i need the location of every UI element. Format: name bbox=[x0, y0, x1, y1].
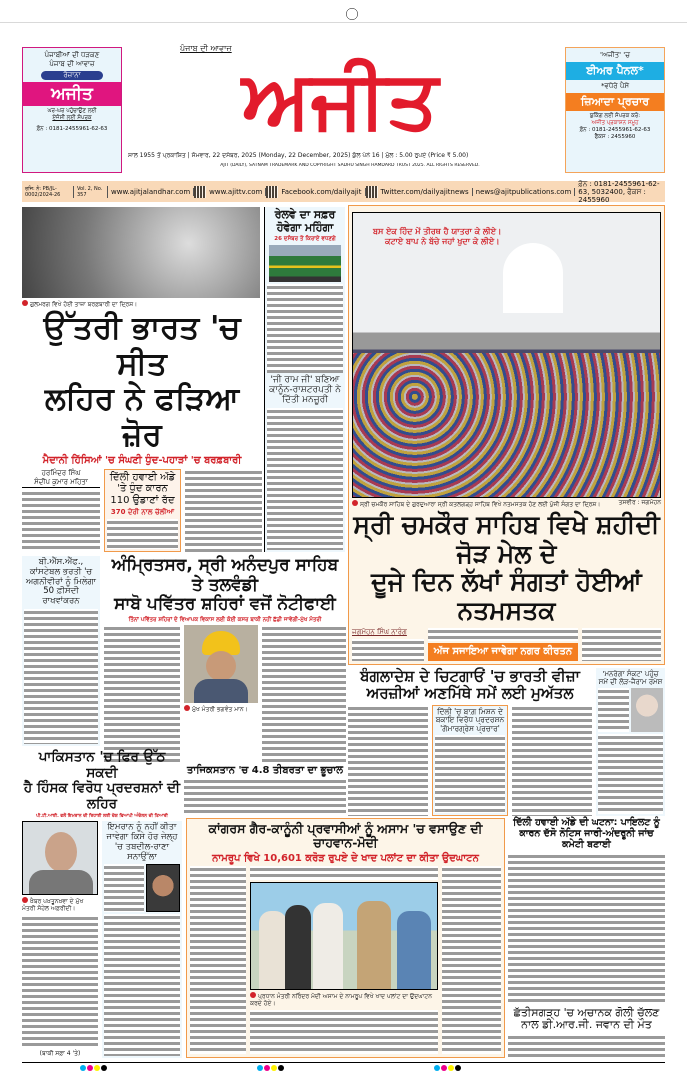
website-link[interactable]: www.ajitjalandhar.com bbox=[108, 188, 194, 196]
right-bottom-stories bbox=[508, 818, 665, 1058]
left-ad-box bbox=[22, 47, 122, 173]
ad-phone: ਫ਼ੋਨ : 0181-2455961-62-63 bbox=[579, 127, 651, 133]
headline-line: ਉੱਤਰੀ ਭਾਰਤ 'ਚ ਸੀਤ bbox=[43, 309, 241, 382]
body-text bbox=[435, 735, 505, 813]
color-bar bbox=[22, 1062, 665, 1063]
body-text bbox=[22, 915, 98, 1048]
ad-line: ਪੰਜਾਬ ਦੀ ਆਵਾਜ਼ bbox=[49, 60, 95, 68]
ad-logo: ਅਜੀਤ bbox=[23, 82, 121, 106]
column bbox=[250, 866, 438, 1054]
quote-line: ਬਸ ਏਕ ਹਿੰਦ ਮੇਂ ਤੀਰਥ ਹੈ ਯਾਤਰਾ ਕੇ ਲੀਏ। bbox=[373, 227, 502, 236]
headline-line: ਅੰਮ੍ਰਿਤਸਰ, ਸ੍ਰੀ ਅਨੰਦਪੁਰ ਸਾਹਿਬ ਤੇ ਤਲਵੰਡੀ bbox=[111, 555, 339, 595]
photo-caption bbox=[352, 500, 661, 509]
continued-note: (ਬਾਕੀ ਸਫ਼ਾ 4 'ਤੇ) bbox=[39, 1050, 81, 1057]
box-headline: 'ਮਨਰੇਗਾ ਸੰਕਟ' ਪਹੁੰਚ ਸਮੇਂ ਦੀ ਲੋੜ-ਜੈਰਾਮ ਰਮੇਸ਼ bbox=[598, 670, 663, 687]
body-text bbox=[24, 609, 98, 744]
qr-code-icon bbox=[266, 186, 278, 198]
body-text bbox=[582, 628, 661, 661]
subheadline: ਤਿੰਨਾਂ ਪਵਿੱਤਰ ਸ਼ਹਿਰਾਂ ਦੇ ਵਿਆਪਕ ਵਿਕਾਸ ਲਈ ਕੋਈ ਕਸਰ ਬਾਕੀ ਨਹੀਂ ਛੱਡੀ ਜਾਵੇਗੀ-ਮੁੱਖ ਮੰਤਰੀ bbox=[128, 616, 322, 623]
headline-cold-wave bbox=[22, 311, 262, 454]
ad-orange: ਜ਼ਿਆਦਾ ਪ੍ਰਚਾਰ bbox=[566, 93, 664, 111]
byline bbox=[22, 469, 100, 488]
railway-headline: ਰੇਲਵੇ ਦਾ ਸਫ਼ਰ ਹੋਵੇਗਾ ਮਹਿੰਗਾ bbox=[274, 208, 336, 234]
headline-tajik-quake: ਤਾਜਿਕਸਤਾਨ 'ਚ 4.8 ਤੀਬਰਤਾ ਦਾ ਭੂਚਾਲ bbox=[186, 764, 343, 776]
gram-headline: 'ਜੀ ਰਾਮ ਜੀ' ਬਣਿਆ ਕਾਨੂੰਨ-ਰਾਸ਼ਟਰਪਤੀ ਨੇ ਦਿੱਤੀ ਮਨਜ਼ੂਰੀ bbox=[269, 374, 341, 406]
box-headline: ਇਮਰਾਨ ਨੂੰ ਨਹੀਂ ਕੀਤਾ ਜਾਵੇਗਾ ਕਿਸੇ ਹੋਰ ਜੇਲ੍ਹ 'ਚ ਤਬਦੀਲ-ਰਾਣਾ ਸਨਾਉੱਲਾ bbox=[106, 822, 178, 862]
subheadline: ਪੀ.ਟੀ.ਆਈ. ਵਲੋਂ ਇਮਰਾਨ ਦੀ ਰਿਹਾਈ ਲਈ ਦੇਸ਼ ਵਿਆਪੀ ਅੰਦੋਲਨ ਦੀ ਤਿਆਰੀ bbox=[36, 814, 168, 820]
ad-pill: ਰੋਜ਼ਾਨਾ bbox=[41, 71, 103, 80]
byline: ਜਗਮੋਹਨ ਸਿੰਘ ਨਾਰੰਗ bbox=[352, 627, 407, 636]
tv-link[interactable]: www.ajittv.com bbox=[206, 188, 266, 196]
pakistan-columns bbox=[22, 821, 182, 1058]
subheadline: ਨਾਮਰੂਪ ਵਿਖੇ 10,601 ਕਰੋੜ ਰੁਪਏ ਦੇ ਖਾਦ ਪਲਾਂਟ ਦਾ ਕੀਤਾ ਉਦਘਾਟਨ bbox=[212, 852, 479, 864]
column bbox=[22, 821, 98, 1058]
headline-chamkaur bbox=[352, 511, 661, 626]
body-text bbox=[22, 490, 100, 552]
tagline: ਪੰਜਾਬ ਦੀ ਆਵਾਜ਼ bbox=[180, 44, 232, 53]
headline-line: ਬੰਗਲਾਦੇਸ਼ ਦੇ ਚਿਟਗਾਓਂ 'ਚ ਭਾਰਤੀ ਵੀਜ਼ਾ bbox=[360, 667, 580, 685]
headline-line: ਦੂਜੇ ਦਿਨ ਲੱਖਾਂ ਸੰਗਤਾਂ ਹੋਈਆਂ ਨਤਮਸਤਕ bbox=[371, 567, 642, 626]
photo-caption bbox=[22, 300, 262, 309]
congress-columns bbox=[190, 866, 501, 1054]
body-text bbox=[598, 734, 663, 814]
body-text bbox=[262, 625, 346, 763]
body-text bbox=[104, 625, 180, 763]
right-ad-box bbox=[565, 47, 665, 173]
body-text bbox=[250, 866, 438, 880]
person bbox=[397, 911, 431, 990]
headline-holy-cities bbox=[104, 556, 346, 615]
headline-bangladesh-visa bbox=[348, 668, 592, 703]
twitter-link[interactable]: Twitter.com/dailyajitnews bbox=[378, 188, 473, 196]
jacket bbox=[194, 679, 248, 703]
byline-name: ਹਰਮਿੰਦਰ ਸਿੰਘ bbox=[41, 468, 81, 477]
body-text bbox=[250, 1010, 438, 1054]
jairam-photo bbox=[631, 688, 663, 732]
crowd bbox=[353, 353, 661, 498]
bangladesh-story bbox=[348, 668, 592, 816]
delhi-fog-box bbox=[104, 469, 181, 552]
date-line: ਸਾਲ 1955 ਤੋਂ ਪ੍ਰਕਾਸ਼ਿਤ | ਸੋਮਵਾਰ, 22 ਦਸੰਬਰ, 2025 (Monday, 22 December, 2025) ਕੁੱਲ ਪੰਨੇ 16 | ਮੁੱਲ : 5.00 ਰੁਪਏ (Price ₹ 5.00) bbox=[128, 152, 469, 159]
gurdwara-dome bbox=[503, 243, 563, 313]
body-text bbox=[442, 866, 501, 1054]
face bbox=[45, 832, 77, 872]
bullet-icon bbox=[250, 992, 256, 998]
bullet-icon bbox=[22, 897, 28, 903]
logo: ਅਜੀਤ bbox=[241, 53, 439, 146]
headline-line: ਪਾਕਿਸਤਾਨ 'ਚ ਫਿਰ ਉੱਠ ਸਕਦੀ bbox=[38, 749, 166, 781]
email-link[interactable]: news@ajitpublications.com bbox=[473, 188, 576, 196]
headline-pilot-notice: ਦਿੱਲੀ ਹਵਾਈ ਅੱਡੇ ਦੀ ਘਟਨਾ: ਪਾਇਲਟ ਨੂੰ ਕਾਰਨ ਦੱਸੋ ਨੋਟਿਸ ਜਾਰੀ-ਅੰਦਰੂਨੀ ਜਾਂਚ ਕਮੇਟੀ ਬਣਾਈ bbox=[513, 817, 660, 850]
box-headline: ਦਿੱਲੀ ਹਵਾਈ ਅੱਡੇ 'ਤੇ ਧੁੰਦ ਕਾਰਨ 110 ਉਡਾਣਾਂ ਰੱਦ bbox=[109, 471, 176, 506]
body-text bbox=[267, 408, 343, 550]
person bbox=[285, 905, 311, 990]
delhi-mission-box bbox=[432, 705, 508, 817]
photo-caption bbox=[250, 992, 438, 1008]
body-text bbox=[508, 853, 665, 1005]
body-text bbox=[352, 639, 424, 661]
manrega-box bbox=[596, 668, 665, 816]
registration-mark bbox=[346, 8, 358, 20]
body-text bbox=[185, 469, 262, 552]
ad-fax: ਫੈਕਸ : 2455960 bbox=[594, 134, 636, 140]
volume-number: Vol. 2, No. 357 bbox=[74, 186, 108, 198]
caption-text: ਪ੍ਰਧਾਨ ਮੰਤਰੀ ਨਰਿੰਦਰ ਮੋਦੀ ਅਸਾਮ ਦੇ ਨਾਮਰੂਪ ਵਿਖੇ ਖਾਦ ਪਲਾਂਟ ਦਾ ਉਦਘਾਟਨ ਕਰਦੇ ਹੋਏ। bbox=[250, 993, 432, 1008]
ad-line: ਪੰਜਾਬੀਆਂ ਦੀ ਧੜਕਣ bbox=[44, 51, 100, 59]
ad-highlight: ਈਅਰ ਪੈਨਲ* bbox=[566, 62, 664, 80]
caption-text: ਮੁੱਖ ਮੰਤਰੀ ਭਗਵੰਤ ਮਾਨ। bbox=[192, 705, 248, 713]
bsf-box bbox=[22, 556, 100, 746]
caption-text: ਸ੍ਰੀ ਚਮਕੌਰ ਸਾਹਿਬ ਦੇ ਗੁਰਦੁਆਰਾ ਸ੍ਰੀ ਕਤਲਗੜ੍ਹ ਸਾਹਿਬ ਵਿਖੇ ਨਤਮਸਤਕ ਹੋਣ ਲਈ ਪੁੱਜੀ ਸੰਗਤ ਦਾ ਦ੍ਰਿਸ਼। bbox=[360, 501, 601, 508]
congress-section bbox=[186, 818, 505, 1058]
ad-line: ਬੁਕਿੰਗ ਲਈ ਸੰਪਰਕ ਕਰੋ: bbox=[589, 113, 641, 119]
pakistan-story bbox=[22, 750, 182, 1058]
headline-chhattisgarh: ਛੱਤੀਸਗੜ੍ਹ 'ਚ ਅਚਾਨਕ ਗੋਲੀ ਚੱਲਣ ਨਾਲ ਡੀ.ਆਰ.ਜੀ. ਜਵਾਨ ਦੀ ਮੌਤ bbox=[513, 1005, 660, 1032]
holy-cities-columns bbox=[104, 625, 346, 763]
body-text bbox=[512, 705, 592, 817]
headline-line: ਹੈ ਹਿੰਸਕ ਵਿਰੋਧ ਪ੍ਰਦਰਸ਼ਨਾਂ ਦੀ ਲਹਿਰ bbox=[23, 780, 181, 812]
quote-line: ਕਟਾਏ ਬਾਪ ਨੇ ਬੱਚੇ ਜਹਾਂ ਖੁਦਾ ਕੇ ਲੀਏ। bbox=[385, 237, 500, 246]
photo-caption bbox=[22, 897, 98, 913]
bullet-icon bbox=[22, 300, 28, 306]
body-text bbox=[184, 778, 346, 814]
middle-column bbox=[264, 207, 345, 552]
person bbox=[313, 903, 343, 990]
ad-line: ਘਰ-ਘਰ ਪਹੁੰਚਾਉਣ ਲਈ bbox=[47, 108, 97, 114]
imran-box bbox=[102, 821, 182, 1058]
headline-line: ਸਾਬੋ ਪਵਿੱਤਰ ਸ਼ਹਿਰਾਂ ਵਜੋਂ ਨੋਟੀਫਾਈ bbox=[114, 594, 336, 615]
headline-line: ਸ੍ਰੀ ਚਮਕੌਰ ਸਾਹਿਬ ਵਿਖੇ ਸ਼ਹੀਦੀ ਜੋੜ ਮੇਲ ਦੇ bbox=[353, 509, 660, 568]
subheadline: ਮੈਦਾਨੀ ਹਿੱਸਿਆਂ 'ਚ ਸੰਘਣੀ ਧੁੰਦ-ਪਹਾੜਾਂ 'ਚ ਬਰਫ਼ਬਾਰੀ bbox=[42, 455, 242, 467]
manrega-photo-row bbox=[598, 688, 663, 732]
photo-caption bbox=[184, 705, 258, 714]
afridi-photo bbox=[22, 821, 98, 895]
body-text bbox=[267, 284, 343, 373]
caption-text: ਖ਼ੈਬਰ ਪਖ਼ਤੂਨਖ਼ਵਾ ਦੇ ਮੁੱਖ ਮੰਤਰੀ ਸੋਹੇਲ ਅਫ਼ਰੀਦੀ। bbox=[22, 898, 84, 913]
box-headline: ਦਿੱਲੀ 'ਚ ਬਾਗ਼ ਮਿਸ਼ਨ ਦੇ ਬਕਾਇ ਵਿਰੋਧ ਪ੍ਰਦਰਸ਼ਨ 'ਗੋਮਾਰਗ੍ਰੇਸ ਪ੍ਰਚਾਰ' bbox=[435, 706, 505, 733]
column bbox=[428, 628, 578, 661]
chamkaur-section bbox=[348, 205, 665, 665]
byline-name: ਸੰਦੀਪ ਕੁਮਾਰ ਮਹਿਤਾ bbox=[34, 477, 88, 486]
jacket bbox=[29, 870, 93, 895]
registration-number: ਰਜਿ: ਨੰ: PB/JL-0002/2024-26 bbox=[22, 186, 74, 198]
photo-quote bbox=[373, 227, 501, 247]
box-subheadline: 370 ਦੇਰੀ ਨਾਲ ਚੱਲੀਆਂ bbox=[110, 508, 175, 517]
snow-photo bbox=[22, 207, 260, 298]
person bbox=[259, 911, 287, 990]
caption-text: ਗੁਲਮਰਗ ਵਿਖੇ ਹੋਈ ਤਾਜ਼ਾ ਬਰਫ਼ਬਾਰੀ ਦਾ ਦ੍ਰਿਸ਼। bbox=[30, 301, 138, 308]
headline-congress-modi: ਕਾਂਗਰਸ ਗੈਰ-ਕਾਨੂੰਨੀ ਪ੍ਰਵਾਸੀਆਂ ਨੂੰ ਅਸਾਮ 'ਚ ਵਸਾਉਣ ਦੀ ਚਾਹਵਾਨ-ਮੋਦੀ bbox=[208, 821, 483, 851]
face bbox=[206, 651, 236, 681]
body-text bbox=[508, 1034, 665, 1058]
bsf-headline: ਬੀ.ਐੱਸ.ਐੱਫ., ਕਾਂਸਟੇਬਲ ਭਰਤੀ 'ਚ ਅਗਨੀਵੀਰਾਂ ਨੂੰ ਮਿਲੇਗਾ 50 ਫ਼ੀਸਦੀ ਰਾਖਵਾਂਕਰਨ bbox=[25, 557, 96, 607]
headline-line: ਅਰਜ਼ੀਆਂ ਅਣਮਿੱਥੇ ਸਮੇਂ ਲਈ ਮੁਅੱਤਲ bbox=[366, 684, 574, 703]
body-text bbox=[107, 519, 178, 550]
ad-line: *ਵਧੇਰੇ ਪੈਸੇ bbox=[600, 82, 630, 90]
body-text bbox=[104, 864, 144, 912]
phone-numbers: ਫ਼ੋਨ : 0181-2455961-62-63, 5032400, ਫੈਕਸ : 2455960 bbox=[578, 179, 660, 204]
ad-line: ਅਜੀਤ ਪ੍ਰਕਾਸ਼ਨ ਸਮੂਹ bbox=[591, 120, 639, 126]
cm-photo bbox=[184, 625, 258, 703]
bullet-icon bbox=[184, 705, 190, 711]
column bbox=[352, 628, 424, 661]
railway-subheadline: 26 ਦਸੰਬਰ ਤੋਂ ਕਿਰਾਏ ਵਧਣਗੇ bbox=[274, 236, 336, 243]
facebook-link[interactable]: Facebook.com/dailyajit bbox=[278, 188, 365, 196]
rana-sanaullah-photo bbox=[146, 864, 180, 912]
train-photo bbox=[269, 245, 341, 282]
crop-line bbox=[0, 22, 687, 23]
ad-phone: ਫ਼ੋਨ : 0181-2455961-62-63 bbox=[36, 126, 108, 132]
cmyk-marks bbox=[80, 1065, 461, 1071]
ad-line: ਏਜੰਸੀ ਲਈ ਸੰਪਰਕ bbox=[52, 115, 92, 121]
copyright-line: AJIT (DAILY), SATNAM TRADEMARK AND COPYRIGHT SADHU SINGH HAMDARD TRUST 2025. ALL RIGHTS RESERVED. bbox=[220, 163, 480, 168]
gurdwara-photo bbox=[352, 212, 661, 498]
body-text bbox=[348, 705, 428, 817]
column bbox=[22, 469, 100, 552]
cold-wave-columns bbox=[22, 469, 262, 552]
imran-photo-row bbox=[104, 864, 180, 912]
person bbox=[357, 901, 391, 990]
body-text bbox=[598, 688, 629, 732]
chamkaur-columns bbox=[352, 628, 661, 661]
cold-wave-story bbox=[22, 300, 262, 552]
body-text bbox=[104, 914, 180, 1056]
column bbox=[184, 625, 258, 763]
photo-credit: ਤਸਵੀਰ : ਜਗਮੋਹਨ bbox=[618, 499, 661, 506]
nagar-kirtan-banner: ਅੱਜ ਸਜਾਇਆ ਜਾਵੇਗਾ ਨਗਰ ਕੀਰਤਨ bbox=[428, 643, 578, 661]
ad-line: 'ਅਜੀਤ' 'ਚ bbox=[600, 51, 630, 59]
bangladesh-columns bbox=[348, 705, 592, 817]
modi-inauguration-photo bbox=[250, 882, 438, 990]
headline-line: ਲਹਿਰ ਨੇ ਫੜਿਆ ਜ਼ੋਰ bbox=[44, 381, 240, 453]
body-text bbox=[190, 866, 246, 1054]
headline-pakistan bbox=[22, 750, 182, 812]
qr-code-icon bbox=[366, 186, 378, 198]
info-strip bbox=[22, 181, 665, 202]
bullet-icon bbox=[352, 500, 358, 506]
qr-code-icon bbox=[194, 186, 206, 198]
body-text bbox=[428, 628, 578, 641]
